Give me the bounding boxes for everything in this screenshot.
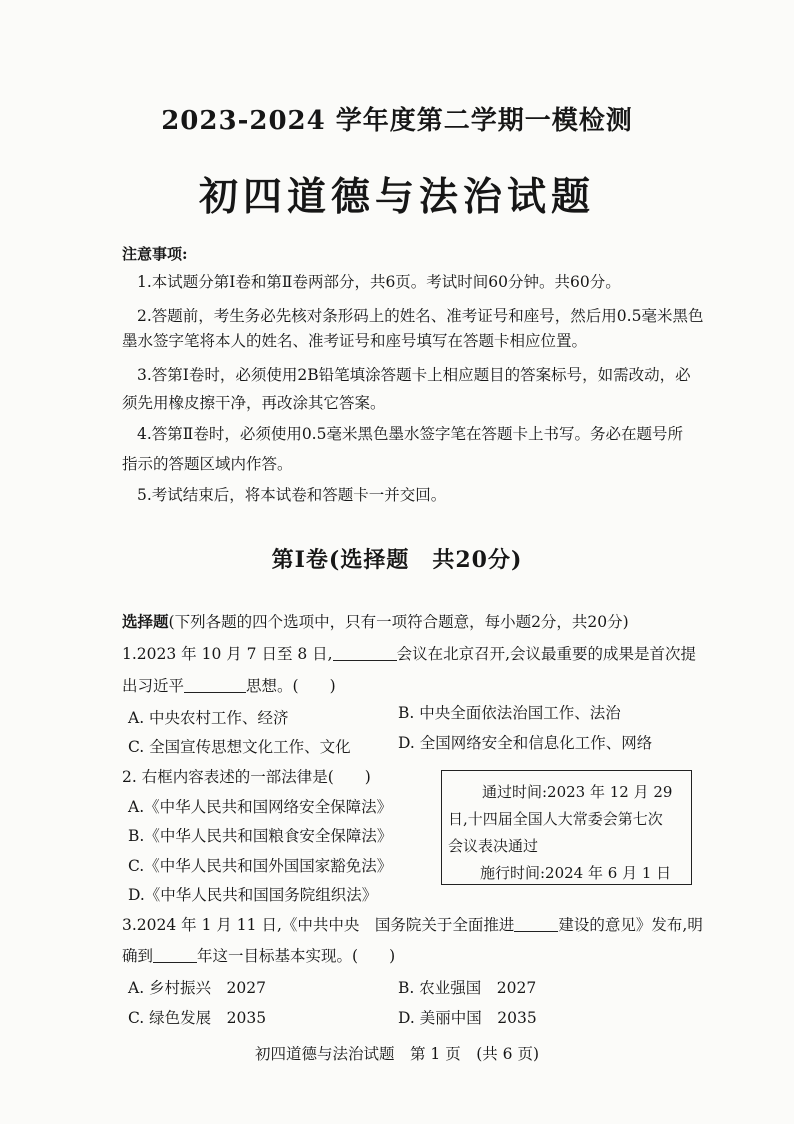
question-3-option-c: C. 绿色发展 2035 [128,1009,267,1027]
box-line: 通过时间:2023 年 12 月 29 [482,783,673,801]
question-3-option-a: A. 乡村振兴 2027 [128,979,266,997]
box-line: 会议表决通过 [448,837,539,855]
question-3-option-b: B. 农业强国 2027 [398,979,537,997]
answer-blank [153,947,197,963]
instruction [122,612,629,632]
notice-line: 2.答题前，考生务必先核对条形码上的姓名、准考证号和座号，然后用0.5毫米黑色 [137,307,704,325]
question-2-option-a: A.《中华人民共和国网络安全保障法》 [128,798,393,816]
question-1-stem: 1.2023 年 10 月 7 日至 8 日, 会议在北京召开,会议最重要的成果是首次提 [122,645,697,663]
exam-year-heading: 2023-2024 学年度第二学期一模检测 [161,106,633,136]
section-title: 第Ⅰ卷(选择题 共20分) [271,547,523,573]
notice-line: 4.答第Ⅱ卷时，必须使用0.5毫米黑色墨水签字笔在答题卡上书写。务必在题号所 [137,425,683,443]
box-line: 施行时间:2024 年 6 月 1 日 [480,864,672,882]
answer-blank [333,645,397,661]
instruction-label: 选择题 [122,612,169,631]
notice-line: 1.本试题分第Ⅰ卷和第Ⅱ卷两部分，共6页。考试时间60分钟。共60分。 [137,273,621,291]
question-3-stem: 3.2024 年 1 月 11 日,《中共中央 国务院关于全面推进 建设的意见》发布,明 [122,916,703,934]
page-footer: 初四道德与法治试题 第 1 页 (共 6 页) [254,1045,540,1063]
question-1-option-b: B. 中央全面依法治国工作、法治 [398,704,621,722]
question-1-option-d: D. 全国网络安全和信息化工作、网络 [398,734,653,752]
question-1-option-c: C. 全国宣传思想文化工作、文化 [128,738,351,756]
question-3-stem-cont: 确到 年这一目标基本实现。( ) [122,947,396,965]
question-2-option-b: B.《中华人民共和国粮食安全保障法》 [128,827,393,845]
notice-line: 3.答第Ⅰ卷时，必须使用2B铅笔填涂答题卡上相应题目的答案标号，如需改动，必 [137,366,691,384]
instruction-text: (下列各题的四个选项中，只有一项符合题意，每小题2分，共20分) [168,613,629,631]
question-3-option-d: D. 美丽中国 2035 [398,1009,537,1027]
law-info-box [441,770,692,885]
notice-line: 须先用橡皮擦干净，再改涂其它答案。 [122,394,386,412]
question-2-stem: 2. 右框内容表述的一部法律是( ) [122,768,371,786]
question-1-stem-cont: 出习近平 思想。( ) [122,677,336,695]
exam-title: 初四道德与法治试题 [198,174,595,220]
box-line: 日,十四届全国人大常委会第七次 [448,810,663,828]
notice-line: 墨水签字笔将本人的姓名、准考证号和座号填写在答题卡相应位置。 [122,332,588,350]
answer-blank [514,916,558,932]
notice-line: 指示的答题区域内作答。 [122,455,293,473]
question-2-option-c: C.《中华人民共和国外国国家豁免法》 [128,857,393,875]
notice-heading: 注意事项: [122,245,188,263]
answer-blank [184,677,246,693]
question-2-option-d: D.《中华人民共和国国务院组织法》 [128,886,378,904]
question-1-option-a: A. 中央农村工作、经济 [128,709,289,727]
notice-line: 5.考试结束后，将本试卷和答题卡一并交回。 [137,486,447,504]
